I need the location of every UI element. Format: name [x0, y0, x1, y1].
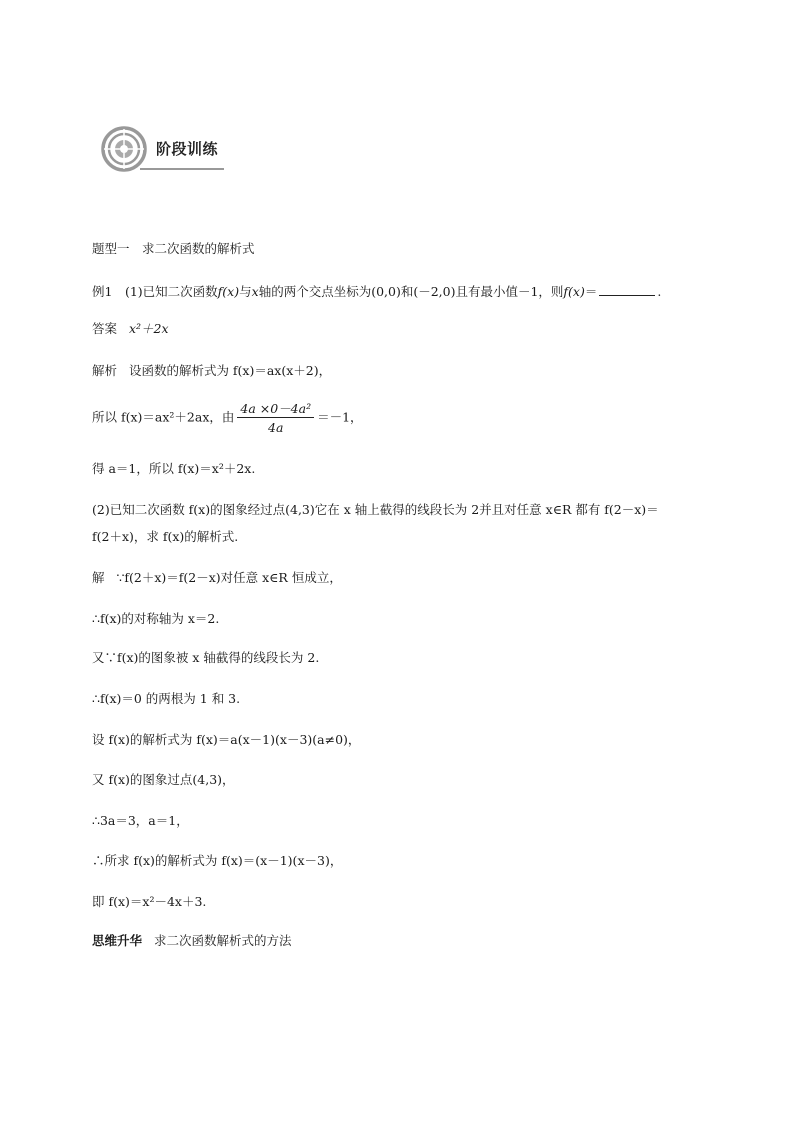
example1-question	[92, 283, 661, 300]
analysis-label: 解析	[92, 363, 118, 378]
example1-end: .	[657, 284, 662, 299]
answer-blank	[599, 283, 655, 296]
thinking-text: 求二次函数解析式的方法	[153, 933, 292, 948]
solution-line: 即 f(x)＝x²－4x＋3.	[92, 894, 207, 909]
fraction-numerator: 4a ×0－4a²	[237, 401, 314, 418]
solution-line: ∴f(x)＝0 的两根为 1 和 3.	[92, 691, 241, 706]
solution-line: ∴f(x)的对称轴为 x＝2.	[92, 611, 220, 626]
section-header	[100, 125, 226, 173]
answer-row	[92, 321, 169, 337]
example1-prefix: 例1 (1)已知二次函数	[92, 284, 218, 299]
thinking-row	[92, 933, 291, 949]
example1-fx2: f(x)	[563, 284, 585, 299]
fraction	[237, 401, 314, 435]
solution-label: 解	[92, 570, 105, 585]
thinking-label: 思维升华	[92, 933, 143, 948]
analysis-line1: 设函数的解析式为 f(x)＝ax(x＋2)，	[128, 363, 332, 378]
header-title: 阶段训练	[156, 140, 219, 158]
example1-mid: 与	[239, 284, 252, 299]
solution-line: 设 f(x)的解析式为 f(x)＝a(x－1)(x－3)(a≠0)，	[92, 732, 361, 747]
solution-line: ∵f(2＋x)＝f(2－x)对任意 x∈R 恒成立，	[116, 570, 342, 585]
example1-rest: 轴的两个交点坐标为(0,0)和(－2,0)且有最小值－1，则	[258, 284, 564, 299]
fraction-denominator: 4a	[268, 420, 284, 435]
answer-value: x²＋2x	[128, 321, 169, 336]
example1-x: x	[251, 284, 259, 299]
section-title: 题型一 求二次函数的解析式	[92, 241, 255, 256]
solution-line: ∴3a＝3，a＝1，	[92, 813, 189, 828]
analysis-line-1	[92, 363, 331, 379]
analysis-line2-suffix: ＝－1，	[317, 409, 363, 425]
solution-line-1	[92, 570, 342, 586]
analysis-line2-prefix: 所以 f(x)＝ax²＋2ax，由	[92, 409, 235, 425]
solution-line: 又 f(x)的图象过点(4,3)，	[92, 772, 235, 787]
part2-line-1: (2)已知二次函数 f(x)的图象经过点(4,3)它在 x 轴上截得的线段长为 2并且对任意 x∈R 都有 f(2－x)＝	[92, 502, 659, 517]
solution-line: 又∵f(x)的图象被 x 轴截得的线段长为 2.	[92, 650, 320, 665]
example1-eq: ＝	[584, 284, 598, 299]
part2-line-2: f(2＋x)，求 f(x)的解析式.	[92, 529, 239, 544]
example1-fx: f(x)	[217, 284, 240, 299]
answer-label: 答案	[92, 321, 118, 336]
solution-line: ∴所求 f(x)的解析式为 f(x)＝(x－1)(x－3)，	[92, 853, 343, 868]
analysis-line-2	[92, 401, 363, 435]
analysis-line-3: 得 a＝1，所以 f(x)＝x²＋2x.	[92, 461, 256, 476]
